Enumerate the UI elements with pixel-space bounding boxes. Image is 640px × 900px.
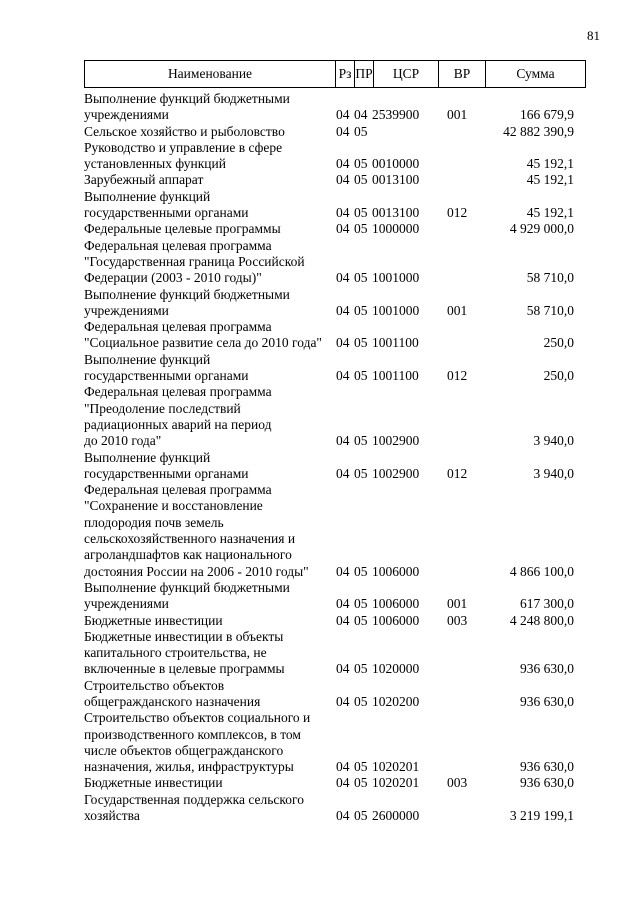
row-name-line: плодородия почв земель [84, 514, 224, 530]
cell-pr: 05 [354, 172, 368, 188]
table-row [84, 629, 586, 678]
cell-pr: 05 [354, 302, 368, 318]
row-name-line: Бюджетные инвестиции в объекты [84, 628, 284, 644]
cell-sum: 3 940,0 [533, 433, 574, 449]
cell-rz: 04 [336, 661, 350, 677]
cell-csr: 2600000 [372, 808, 420, 824]
table-row [84, 352, 586, 385]
row-name-line: радиационных аварий на период [84, 416, 272, 432]
row-name-line: Федеральные целевые программы [84, 221, 281, 237]
row-name-line: Федеральная целевая программа [84, 237, 272, 253]
cell-pr: 05 [354, 759, 368, 775]
cell-sum: 3 940,0 [533, 465, 574, 481]
cell-csr: 1006000 [372, 612, 420, 628]
row-name-line: Зарубежный аппарат [84, 172, 204, 188]
cell-sum: 45 192,1 [526, 156, 574, 172]
row-name [84, 221, 334, 237]
cell-pr: 05 [354, 221, 368, 237]
cell-csr: 2539900 [372, 107, 420, 123]
table-row [84, 140, 586, 173]
row-name-line: государственными органами [84, 368, 249, 384]
cell-csr: 1001000 [372, 270, 420, 286]
cell-sum: 42 882 390,9 [503, 123, 574, 139]
cell-rz: 04 [336, 270, 350, 286]
row-name [84, 710, 334, 775]
row-name-line: Строительство объектов социального и [84, 710, 311, 726]
row-name-line: производственного комплексов, в том [84, 726, 301, 742]
cell-rz: 04 [336, 563, 350, 579]
cell-pr: 05 [354, 808, 368, 824]
cell-csr: 1002900 [372, 433, 420, 449]
cell-pr: 05 [354, 433, 368, 449]
table-row [84, 613, 586, 629]
cell-pr: 05 [354, 661, 368, 677]
row-name-line: учреждениями [84, 302, 169, 318]
row-name-line: Выполнение функций бюджетными [84, 579, 290, 595]
table-row [84, 384, 586, 449]
row-name-line: назначения, жилья, инфраструктуры [84, 759, 294, 775]
cell-pr: 05 [354, 123, 368, 139]
row-name [84, 678, 334, 711]
cell-pr: 05 [354, 335, 368, 351]
row-name-line: государственными органами [84, 465, 249, 481]
row-name-line: Государственная поддержка сельского [84, 791, 304, 807]
cell-rz: 04 [336, 302, 350, 318]
cell-csr: 0013100 [372, 205, 420, 221]
row-name [84, 792, 334, 825]
cell-csr: 0013100 [372, 172, 420, 188]
row-name [84, 319, 334, 352]
table-row [84, 450, 586, 483]
cell-sum: 166 679,9 [520, 107, 574, 123]
row-name-line: общегражданского назначения [84, 693, 261, 709]
cell-sum: 58 710,0 [526, 302, 574, 318]
cell-rz: 04 [336, 775, 350, 791]
row-name [84, 450, 334, 483]
row-name [84, 613, 334, 629]
cell-sum: 4 248 800,0 [509, 612, 574, 628]
row-name [84, 238, 334, 287]
cell-vr: 012 [447, 465, 468, 481]
header-rz: Рз [338, 66, 352, 81]
cell-csr: 1020201 [372, 775, 420, 791]
row-name-line: Бюджетные инвестиции [84, 612, 223, 628]
cell-pr: 05 [354, 465, 368, 481]
cell-csr: 1006000 [372, 596, 420, 612]
cell-pr: 05 [354, 270, 368, 286]
page-number: 81 [587, 28, 600, 43]
cell-sum: 936 630,0 [520, 775, 574, 791]
cell-sum: 45 192,1 [526, 172, 574, 188]
row-name-line: Федеральная целевая программа [84, 319, 272, 335]
row-name-line: Федерации (2003 - 2010 годы)" [84, 270, 262, 286]
cell-pr: 05 [354, 612, 368, 628]
cell-sum: 617 300,0 [520, 596, 574, 612]
cell-csr: 1001100 [372, 335, 419, 351]
cell-sum: 58 710,0 [526, 270, 574, 286]
cell-rz: 04 [336, 172, 350, 188]
row-name-line: Выполнение функций [84, 188, 211, 204]
row-name-line: "Преодоление последствий [84, 400, 241, 416]
table-row [84, 580, 586, 613]
cell-rz: 04 [336, 205, 350, 221]
cell-rz: 04 [336, 693, 350, 709]
cell-rz: 04 [336, 107, 350, 123]
cell-sum: 4 866 100,0 [509, 563, 574, 579]
cell-rz: 04 [336, 808, 350, 824]
row-name-line: Сельское хозяйство и рыболовство [84, 123, 285, 139]
table-row [84, 91, 586, 124]
cell-csr: 1020201 [372, 759, 420, 775]
cell-rz: 04 [336, 123, 350, 139]
row-name-line: до 2010 года" [84, 433, 162, 449]
row-name-line: достояния России на 2006 - 2010 годы" [84, 563, 309, 579]
cell-pr: 05 [354, 205, 368, 221]
cell-vr: 012 [447, 205, 468, 221]
table-row [84, 319, 586, 352]
cell-csr: 1002900 [372, 465, 420, 481]
cell-rz: 04 [336, 433, 350, 449]
row-name-line: сельскохозяйственного назначения и [84, 531, 296, 547]
cell-vr: 012 [447, 368, 468, 384]
row-name-line: Выполнение функций бюджетными [84, 91, 290, 106]
row-name-line: агроландшафтов как национального [84, 547, 292, 563]
row-name-line: Выполнение функций [84, 351, 211, 367]
row-name-line: Выполнение функций [84, 449, 211, 465]
row-name [84, 580, 334, 613]
cell-vr: 001 [447, 107, 468, 123]
cell-csr: 0010000 [372, 156, 420, 172]
row-name [84, 91, 334, 124]
table-row [84, 287, 586, 320]
cell-sum: 3 219 199,1 [509, 808, 574, 824]
row-name-line: капитального строительства, не [84, 645, 267, 661]
table-row [84, 124, 586, 140]
cell-csr: 1020000 [372, 661, 420, 677]
row-name-line: числе объектов общегражданского [84, 742, 284, 758]
cell-vr: 001 [447, 302, 468, 318]
cell-sum: 45 192,1 [526, 205, 574, 221]
cell-sum: 250,0 [543, 368, 574, 384]
row-name [84, 352, 334, 385]
cell-rz: 04 [336, 759, 350, 775]
row-name-line: Федеральная целевая программа [84, 384, 272, 400]
cell-rz: 04 [336, 596, 350, 612]
table-row [84, 792, 586, 825]
cell-csr: 1006000 [372, 563, 420, 579]
cell-rz: 04 [336, 368, 350, 384]
table-header [84, 60, 586, 88]
row-name [84, 140, 334, 173]
row-name [84, 482, 334, 580]
cell-pr: 05 [354, 563, 368, 579]
cell-csr: 1000000 [372, 221, 420, 237]
header-pr: ПР [355, 66, 373, 81]
cell-sum: 936 630,0 [520, 693, 574, 709]
cell-pr: 05 [354, 596, 368, 612]
cell-sum: 936 630,0 [520, 661, 574, 677]
cell-rz: 04 [336, 335, 350, 351]
table-row [84, 710, 586, 775]
row-name-line: Руководство и управление в сфере [84, 139, 283, 155]
header-csr: ЦСР [392, 66, 420, 81]
cell-pr: 05 [354, 368, 368, 384]
cell-vr: 003 [447, 775, 468, 791]
row-name-line: учреждениями [84, 107, 169, 123]
cell-csr: 1020200 [372, 693, 420, 709]
table-row [84, 238, 586, 287]
budget-table [84, 60, 586, 824]
header-sum: Сумма [516, 66, 555, 81]
header-name: Наименование [167, 66, 253, 81]
table-body [84, 88, 586, 824]
table-row [84, 189, 586, 222]
cell-rz: 04 [336, 221, 350, 237]
row-name [84, 124, 334, 140]
cell-vr: 001 [447, 596, 468, 612]
cell-pr: 04 [354, 107, 368, 123]
table-row [84, 678, 586, 711]
cell-sum: 936 630,0 [520, 759, 574, 775]
row-name [84, 189, 334, 222]
cell-pr: 05 [354, 156, 368, 172]
row-name-line: государственными органами [84, 205, 249, 221]
row-name [84, 172, 334, 188]
cell-sum: 4 929 000,0 [509, 221, 574, 237]
cell-vr: 003 [447, 612, 468, 628]
table-row [84, 172, 586, 188]
row-name-line: "Государственная граница Российской [84, 253, 305, 269]
cell-rz: 04 [336, 612, 350, 628]
row-name [84, 629, 334, 678]
row-name-line: "Социальное развитие села до 2010 года" [84, 335, 322, 351]
cell-csr: 1001000 [372, 302, 420, 318]
row-name [84, 287, 334, 320]
cell-sum: 250,0 [543, 335, 574, 351]
cell-pr: 05 [354, 775, 368, 791]
row-name-line: "Сохранение и восстановление [84, 498, 263, 514]
cell-pr: 05 [354, 693, 368, 709]
header-vr: ВР [453, 66, 471, 81]
table-row [84, 221, 586, 237]
cell-csr: 1001100 [372, 368, 419, 384]
row-name-line: Федеральная целевая программа [84, 482, 272, 498]
row-name-line: Бюджетные инвестиции [84, 775, 223, 791]
table-row [84, 482, 586, 580]
row-name-line: учреждениями [84, 596, 169, 612]
cell-rz: 04 [336, 465, 350, 481]
row-name-line: хозяйства [84, 808, 140, 824]
row-name-line: установленных функций [84, 156, 226, 172]
cell-rz: 04 [336, 156, 350, 172]
row-name [84, 384, 334, 449]
row-name-line: Строительство объектов [84, 677, 225, 693]
row-name-line: включенные в целевые программы [84, 661, 285, 677]
table-row [84, 775, 586, 791]
row-name [84, 775, 334, 791]
row-name-line: Выполнение функций бюджетными [84, 286, 290, 302]
